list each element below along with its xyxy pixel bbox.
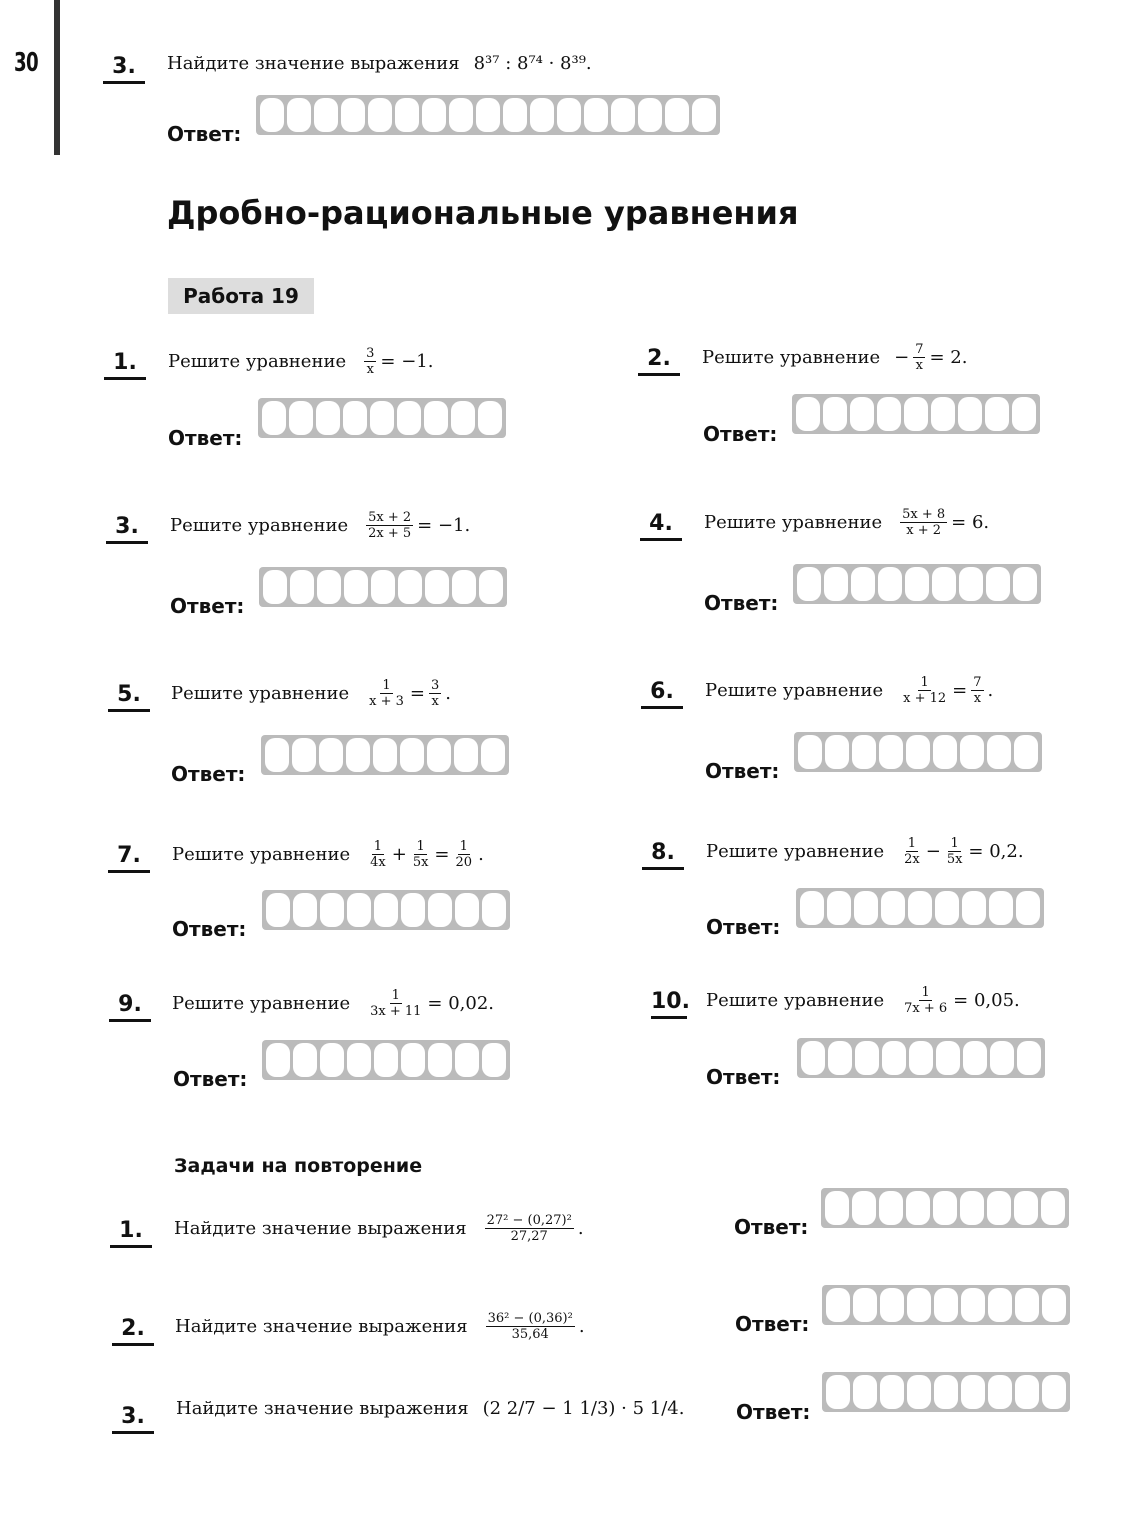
equation-expression xyxy=(363,678,451,709)
answer-cell[interactable] xyxy=(263,570,287,604)
answer-cell[interactable] xyxy=(959,567,983,601)
answer-cell[interactable] xyxy=(482,1043,506,1077)
answer-label: Ответ: xyxy=(168,426,243,450)
answer-cell[interactable] xyxy=(824,567,848,601)
answer-cell[interactable] xyxy=(877,397,901,431)
equation-lead: Решите уравнение xyxy=(170,515,349,536)
work-badge: Работа 19 xyxy=(168,278,314,314)
margin-bar xyxy=(54,0,60,155)
fraction xyxy=(971,675,983,706)
answer-cell[interactable] xyxy=(374,1043,398,1077)
answer-label: Ответ: xyxy=(735,1312,810,1336)
denominator: 35,64 xyxy=(511,1327,549,1342)
review-number: 1. xyxy=(110,1220,152,1248)
equation-text xyxy=(706,985,1020,1016)
answer-cell[interactable] xyxy=(960,1191,984,1225)
equation-number: 1. xyxy=(104,352,146,380)
equation-lead: Решите уравнение xyxy=(706,841,885,862)
denominator: 7x + 6 xyxy=(904,1001,948,1016)
fraction xyxy=(486,1311,575,1342)
answer-boxes[interactable] xyxy=(258,398,506,438)
answer-cell[interactable] xyxy=(665,98,689,132)
answer-cell[interactable] xyxy=(482,893,506,927)
answer-cell[interactable] xyxy=(855,1041,879,1075)
fraction xyxy=(901,675,948,706)
review-expression xyxy=(483,1398,685,1419)
answer-cell[interactable] xyxy=(826,1375,850,1409)
answer-cell[interactable] xyxy=(879,1191,903,1225)
equation-expression xyxy=(897,675,993,706)
answer-label: Ответ: xyxy=(705,759,780,783)
fraction xyxy=(411,839,431,870)
review-lead: Найдите значение выражения xyxy=(174,1218,467,1239)
operator: − xyxy=(925,841,941,862)
answer-cell[interactable] xyxy=(401,1043,425,1077)
equation-number: 7. xyxy=(108,845,150,873)
answer-cell[interactable] xyxy=(1015,1375,1039,1409)
answer-label: Ответ: xyxy=(736,1400,811,1424)
numerator: 1 xyxy=(373,839,383,854)
answer-cell[interactable] xyxy=(584,98,608,132)
answer-cell[interactable] xyxy=(1017,1041,1041,1075)
denominator: 3x + 11 xyxy=(370,1004,422,1019)
answer-cell[interactable] xyxy=(989,891,1013,925)
answer-cell[interactable] xyxy=(936,1041,960,1075)
answer-cell[interactable] xyxy=(908,891,932,925)
answer-cell[interactable] xyxy=(455,1043,479,1077)
answer-cell[interactable] xyxy=(880,1375,904,1409)
minus-sign: − xyxy=(894,347,910,368)
answer-cell[interactable] xyxy=(422,98,446,132)
answer-cell[interactable] xyxy=(986,567,1010,601)
numerator: 3 xyxy=(430,678,440,693)
denominator: x xyxy=(431,694,439,709)
answer-cell[interactable] xyxy=(347,893,371,927)
answer-cell[interactable] xyxy=(933,735,957,769)
answer-boxes[interactable] xyxy=(797,1038,1045,1078)
answer-cell[interactable] xyxy=(852,735,876,769)
equation-text xyxy=(168,346,433,377)
answer-cell[interactable] xyxy=(400,738,424,772)
answer-cell[interactable] xyxy=(1014,1191,1038,1225)
answer-cell[interactable] xyxy=(371,570,395,604)
answer-label: Ответ: xyxy=(706,1065,781,1089)
answer-cell[interactable] xyxy=(368,98,392,132)
answer-cell[interactable] xyxy=(320,1043,344,1077)
answer-cell[interactable] xyxy=(1013,567,1037,601)
denominator: 2x + 5 xyxy=(368,526,412,541)
answer-cell[interactable] xyxy=(1015,1288,1039,1322)
answer-cell[interactable] xyxy=(452,570,476,604)
answer-cell[interactable] xyxy=(454,738,478,772)
answer-cell[interactable] xyxy=(455,893,479,927)
denominator: x + 2 xyxy=(906,523,941,538)
answer-cell[interactable] xyxy=(800,891,824,925)
denominator: 5x xyxy=(946,852,963,867)
answer-boxes[interactable] xyxy=(262,890,510,930)
answer-boxes[interactable] xyxy=(822,1285,1070,1325)
equation-lead: Решите уравнение xyxy=(704,512,883,533)
equation-number: 4. xyxy=(640,513,682,541)
equation-number: 2. xyxy=(638,348,680,376)
answer-cell[interactable] xyxy=(827,891,851,925)
answer-label: Ответ: xyxy=(703,422,778,446)
equation-text xyxy=(705,675,993,706)
answer-cell[interactable] xyxy=(370,401,394,435)
answer-cell[interactable] xyxy=(344,570,368,604)
numerator: 7 xyxy=(973,675,982,690)
answer-cell[interactable] xyxy=(906,735,930,769)
fraction xyxy=(454,839,475,870)
answer-cell[interactable] xyxy=(988,1375,1012,1409)
answer-cell[interactable] xyxy=(428,1043,452,1077)
answer-boxes[interactable] xyxy=(793,564,1041,604)
answer-cell[interactable] xyxy=(797,567,821,601)
answer-cell[interactable] xyxy=(451,401,475,435)
answer-cell[interactable] xyxy=(963,1041,987,1075)
answer-cell[interactable] xyxy=(265,738,289,772)
fraction xyxy=(366,510,413,541)
review-number: 3. xyxy=(112,1406,154,1434)
equation-lead: Решите уравнение xyxy=(171,683,350,704)
answer-cell[interactable] xyxy=(319,738,343,772)
task-lead: Найдите значение выражения xyxy=(167,53,460,74)
answer-cell[interactable] xyxy=(530,98,554,132)
answer-cell[interactable] xyxy=(320,893,344,927)
review-expression xyxy=(481,1213,584,1244)
review-lead: Найдите значение выражения xyxy=(175,1316,468,1337)
answer-cell[interactable] xyxy=(395,98,419,132)
equation-text xyxy=(706,836,1024,867)
answer-cell[interactable] xyxy=(882,1041,906,1075)
numerator: 3 xyxy=(366,346,375,361)
answer-cell[interactable] xyxy=(373,738,397,772)
answer-cell[interactable] xyxy=(611,98,635,132)
equation-expression xyxy=(362,510,470,541)
denominator: x xyxy=(973,691,982,706)
answer-boxes[interactable] xyxy=(792,394,1040,434)
answer-cell[interactable] xyxy=(266,893,290,927)
page-number: 30 xyxy=(14,48,38,78)
task-text xyxy=(167,53,592,74)
answer-boxes[interactable] xyxy=(256,95,720,135)
answer-cell[interactable] xyxy=(478,401,502,435)
right-hand-side: = 0,05. xyxy=(953,990,1020,1011)
answer-cell[interactable] xyxy=(428,893,452,927)
numerator: 1 xyxy=(921,985,930,1000)
answer-cell[interactable] xyxy=(292,738,316,772)
equation-expression xyxy=(894,342,967,373)
equation-expression xyxy=(364,839,484,870)
numerator: 1 xyxy=(382,678,391,693)
review-number: 2. xyxy=(112,1318,154,1346)
answer-label: Ответ: xyxy=(171,762,246,786)
fraction xyxy=(913,342,925,373)
equation-text xyxy=(172,839,484,870)
answer-cell[interactable] xyxy=(481,738,505,772)
answer-cell[interactable] xyxy=(935,891,959,925)
answer-cell[interactable] xyxy=(934,1288,958,1322)
equation-expression xyxy=(898,836,1023,867)
answer-cell[interactable] xyxy=(796,397,820,431)
answer-boxes[interactable] xyxy=(262,1040,510,1080)
equation-expression xyxy=(896,507,989,538)
task-expression: 8³⁷ : 8⁷⁴ · 8³⁹. xyxy=(473,53,592,74)
numerator: 36² − (0,36)² xyxy=(487,1311,573,1326)
answer-boxes[interactable] xyxy=(259,567,507,607)
fraction xyxy=(368,839,388,870)
answer-cell[interactable] xyxy=(1042,1288,1066,1322)
answer-boxes[interactable] xyxy=(822,1372,1070,1412)
equation-lead: Решите уравнение xyxy=(172,844,351,865)
operator: + xyxy=(391,844,407,865)
answer-cell[interactable] xyxy=(825,735,849,769)
answer-cell[interactable] xyxy=(904,397,928,431)
equation-text xyxy=(171,678,451,709)
equation-number: 5. xyxy=(108,684,150,712)
fraction xyxy=(368,988,423,1019)
numerator: 1 xyxy=(459,839,468,854)
answer-cell[interactable] xyxy=(962,891,986,925)
task-number: 3. xyxy=(103,56,145,84)
answer-cell[interactable] xyxy=(1041,1191,1065,1225)
answer-cell[interactable] xyxy=(988,1288,1012,1322)
answer-cell[interactable] xyxy=(557,98,581,132)
equation-number: 9. xyxy=(109,994,151,1022)
section-title: Дробно-рациональные уравнения xyxy=(167,194,799,232)
answer-cell[interactable] xyxy=(398,570,422,604)
answer-cell[interactable] xyxy=(823,397,847,431)
answer-cell[interactable] xyxy=(293,893,317,927)
denominator: x + 3 xyxy=(369,694,404,709)
answer-cell[interactable] xyxy=(933,1191,957,1225)
answer-cell[interactable] xyxy=(1014,735,1038,769)
equation-text xyxy=(702,342,967,373)
period: . xyxy=(578,1316,585,1337)
answer-boxes[interactable] xyxy=(261,735,509,775)
answer-cell[interactable] xyxy=(316,401,340,435)
equation-text xyxy=(172,988,494,1019)
numerator: 1 xyxy=(920,675,929,690)
answer-cell[interactable] xyxy=(397,401,421,435)
answer-label: Ответ: xyxy=(167,122,242,146)
equation-number: 8. xyxy=(642,842,684,870)
answer-cell[interactable] xyxy=(1012,397,1036,431)
fraction xyxy=(367,678,406,709)
answer-cell[interactable] xyxy=(260,98,284,132)
answer-cell[interactable] xyxy=(909,1041,933,1075)
answer-cell[interactable] xyxy=(347,1043,371,1077)
answer-cell[interactable] xyxy=(503,98,527,132)
answer-cell[interactable] xyxy=(476,98,500,132)
answer-cell[interactable] xyxy=(880,1288,904,1322)
fraction xyxy=(900,507,947,538)
answer-cell[interactable] xyxy=(850,397,874,431)
answer-cell[interactable] xyxy=(266,1043,290,1077)
right-hand-side: = 2. xyxy=(929,347,968,368)
answer-cell[interactable] xyxy=(960,735,984,769)
answer-boxes[interactable] xyxy=(821,1188,1069,1228)
answer-cell[interactable] xyxy=(881,891,905,925)
answer-cell[interactable] xyxy=(825,1191,849,1225)
answer-cell[interactable] xyxy=(907,1375,931,1409)
answer-cell[interactable] xyxy=(314,98,338,132)
answer-cell[interactable] xyxy=(878,567,902,601)
fraction xyxy=(902,985,949,1016)
answer-cell[interactable] xyxy=(854,891,878,925)
fraction xyxy=(429,678,441,709)
numerator: 27² − (0,27)² xyxy=(486,1213,572,1228)
answer-cell[interactable] xyxy=(293,1043,317,1077)
right-hand-side: = 6. xyxy=(951,512,990,533)
right-hand-side: = −1. xyxy=(417,515,471,536)
answer-cell[interactable] xyxy=(425,570,449,604)
answer-cell[interactable] xyxy=(449,98,473,132)
answer-cell[interactable] xyxy=(424,401,448,435)
answer-cell[interactable] xyxy=(638,98,662,132)
answer-cell[interactable] xyxy=(1042,1375,1066,1409)
answer-boxes[interactable] xyxy=(796,888,1044,928)
answer-cell[interactable] xyxy=(853,1375,877,1409)
numerator: 1 xyxy=(950,836,959,851)
answer-cell[interactable] xyxy=(374,893,398,927)
right-hand-side: = 0,2. xyxy=(968,841,1024,862)
answer-label: Ответ: xyxy=(170,594,245,618)
answer-cell[interactable] xyxy=(852,1191,876,1225)
answer-cell[interactable] xyxy=(826,1288,850,1322)
denominator: 4x xyxy=(370,855,386,870)
denominator: x + 12 xyxy=(903,691,947,706)
denominator: x xyxy=(366,362,374,377)
answer-cell[interactable] xyxy=(906,1191,930,1225)
answer-cell[interactable] xyxy=(987,1191,1011,1225)
fraction xyxy=(364,346,376,377)
answer-cell[interactable] xyxy=(958,397,982,431)
answer-cell[interactable] xyxy=(801,1041,825,1075)
equation-text xyxy=(704,507,989,538)
right-hand-side: = 0,02. xyxy=(427,993,495,1014)
answer-cell[interactable] xyxy=(262,401,286,435)
denominator: 5x xyxy=(412,855,429,870)
equals-sign: = xyxy=(409,683,425,704)
answer-cell[interactable] xyxy=(828,1041,852,1075)
mixed-expression: (2 2/7 − 1 1/3) · 5 1/4. xyxy=(482,1398,685,1419)
denominator: x xyxy=(915,358,924,373)
answer-cell[interactable] xyxy=(479,570,503,604)
answer-cell[interactable] xyxy=(341,98,365,132)
fraction xyxy=(945,836,965,867)
answer-cell[interactable] xyxy=(905,567,929,601)
answer-cell[interactable] xyxy=(290,570,314,604)
period: . xyxy=(577,1218,584,1239)
answer-cell[interactable] xyxy=(287,98,311,132)
equation-expression xyxy=(364,988,494,1019)
equation-expression xyxy=(898,985,1020,1016)
numerator: 1 xyxy=(907,836,917,851)
answer-cell[interactable] xyxy=(931,397,955,431)
equals-sign: = xyxy=(434,844,450,865)
review-lead: Найдите значение выражения xyxy=(176,1398,469,1419)
equation-lead: Решите уравнение xyxy=(168,351,347,372)
answer-boxes[interactable] xyxy=(794,732,1042,772)
denominator: 27,27 xyxy=(510,1229,548,1244)
answer-cell[interactable] xyxy=(853,1288,877,1322)
review-text xyxy=(175,1311,585,1342)
numerator: 1 xyxy=(416,839,425,854)
answer-cell[interactable] xyxy=(961,1375,985,1409)
answer-label: Ответ: xyxy=(704,591,779,615)
fraction xyxy=(485,1213,574,1244)
equation-text xyxy=(170,510,470,541)
answer-cell[interactable] xyxy=(1016,891,1040,925)
answer-cell[interactable] xyxy=(934,1375,958,1409)
answer-cell[interactable] xyxy=(990,1041,1014,1075)
answer-cell[interactable] xyxy=(985,397,1009,431)
equation-lead: Решите уравнение xyxy=(172,993,351,1014)
answer-cell[interactable] xyxy=(987,735,1011,769)
answer-cell[interactable] xyxy=(346,738,370,772)
review-title: Задачи на повторение xyxy=(174,1155,423,1177)
denominator: 20 xyxy=(455,855,473,870)
equation-lead: Решите уравнение xyxy=(702,347,881,368)
period: . xyxy=(478,844,484,865)
answer-cell[interactable] xyxy=(961,1288,985,1322)
review-text xyxy=(176,1398,684,1419)
answer-label: Ответ: xyxy=(706,915,781,939)
numerator: 5x + 8 xyxy=(902,507,946,522)
equation-number: 6. xyxy=(641,681,683,709)
equation-expression xyxy=(360,346,433,377)
answer-cell[interactable] xyxy=(907,1288,931,1322)
answer-label: Ответ: xyxy=(172,917,247,941)
answer-cell[interactable] xyxy=(343,401,367,435)
answer-cell[interactable] xyxy=(317,570,341,604)
answer-cell[interactable] xyxy=(798,735,822,769)
equals-sign: = xyxy=(952,680,968,701)
answer-cell[interactable] xyxy=(692,98,716,132)
answer-label: Ответ: xyxy=(734,1215,809,1239)
equation-number: 10. xyxy=(651,991,687,1019)
answer-cell[interactable] xyxy=(289,401,313,435)
fraction xyxy=(902,836,922,867)
denominator: 2x xyxy=(904,852,920,867)
equation-lead: Решите уравнение xyxy=(706,990,885,1011)
review-expression xyxy=(482,1311,585,1342)
numerator: 5x + 2 xyxy=(368,510,412,525)
right-hand-side: = −1. xyxy=(380,351,434,372)
answer-cell[interactable] xyxy=(401,893,425,927)
period: . xyxy=(987,680,994,701)
answer-label: Ответ: xyxy=(173,1067,248,1091)
answer-cell[interactable] xyxy=(427,738,451,772)
answer-cell[interactable] xyxy=(932,567,956,601)
answer-cell[interactable] xyxy=(879,735,903,769)
period: . xyxy=(445,683,451,704)
answer-cell[interactable] xyxy=(851,567,875,601)
review-text xyxy=(174,1213,584,1244)
equation-lead: Решите уравнение xyxy=(705,680,884,701)
equation-number: 3. xyxy=(106,516,148,544)
numerator: 1 xyxy=(391,988,400,1003)
numerator: 7 xyxy=(915,342,924,357)
